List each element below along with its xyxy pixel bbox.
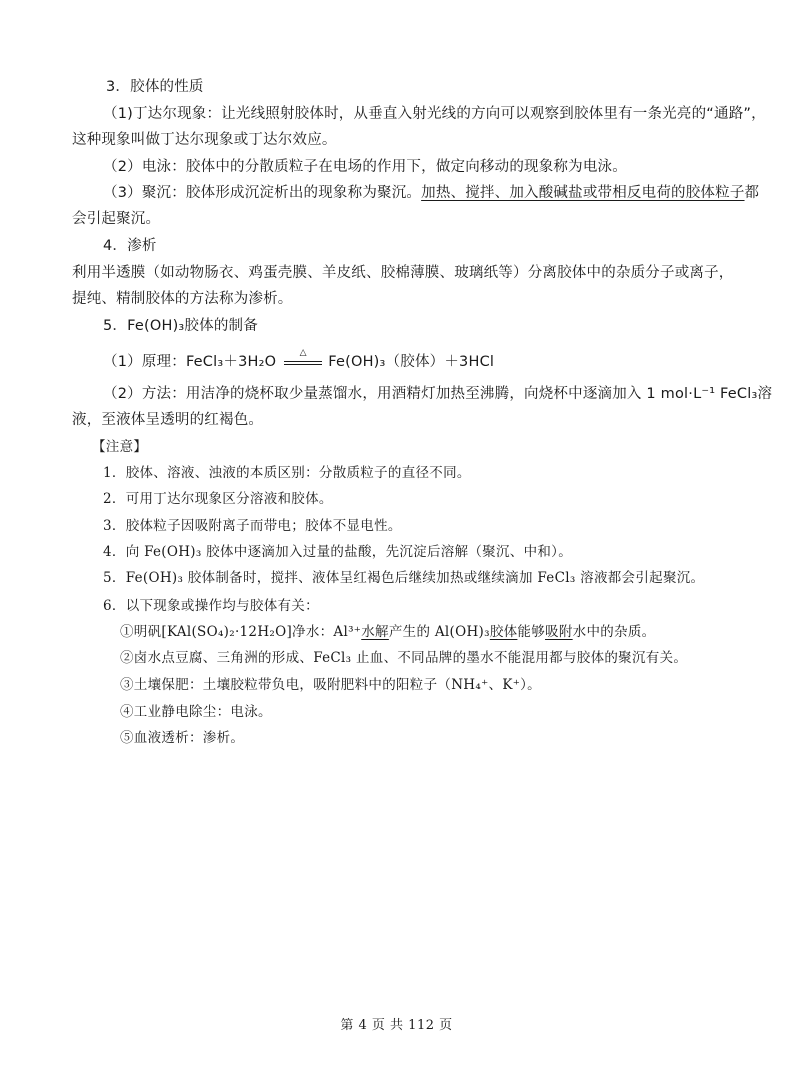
principle-prefix: （1）原理：	[103, 354, 186, 370]
note-6-item-4: ④工业静电除尘：电泳。	[120, 704, 272, 720]
electrophoresis-paragraph: （2）电泳：胶体中的分散质粒子在电场的作用下，做定向移动的现象称为电泳。	[103, 159, 627, 175]
note-6-item-2: ②卤水点豆腐、三角洲的形成、FeCl₃ 止血、不同品牌的墨水不能混用都与胶体的聚沉有关。	[120, 650, 688, 666]
adsorb-underlined: 吸附	[545, 624, 573, 640]
equation-reactants: FeCl₃＋3H₂O	[185, 354, 277, 370]
coagulation-causes-underlined: 加热、搅拌、加入酸碱盐或带相反电荷的胶体粒子	[421, 185, 745, 201]
alum-text-2: 产生的 Al(OH)₃	[388, 624, 490, 640]
note-3: 3．胶体粒子因吸附离子而带电；胶体不显电性。	[103, 518, 402, 534]
notes-heading: 【注意】	[92, 439, 148, 455]
hydrolysis-underlined: 水解	[361, 624, 389, 640]
note-6: 6．以下现象或操作均与胶体有关：	[103, 598, 319, 614]
coagulation-line-2: 会引起聚沉。	[72, 211, 161, 227]
section-5-heading: 5．Fe(OH)₃胶体的制备	[103, 318, 258, 334]
alum-text-3: 能够	[517, 624, 546, 640]
method-line-2: 液，至液体呈透明的红褐色。	[72, 412, 264, 428]
equation-products: Fe(OH)₃（胶体）＋3HCl	[328, 354, 495, 370]
tyndall-effect-line-1: （1)丁达尔现象：让光线照射胶体时，从垂直入射光线的方向可以观察到胶体里有一条光亮的“通路”，	[103, 106, 766, 122]
section-3-heading: 3．胶体的性质	[106, 79, 204, 95]
note-2: 2．可用丁达尔现象区分溶液和胶体。	[103, 491, 333, 507]
dialysis-line-2: 提纯、精制胶体的方法称为渗析。	[72, 291, 293, 307]
section-4-heading: 4．渗析	[103, 238, 157, 254]
note-6-item-3: ③土壤保肥：土壤胶粒带负电，吸附肥料中的阳粒子（NH₄⁺、K⁺）。	[120, 677, 541, 693]
note-1: 1．胶体、溶液、浊液的本质区别：分散质粒子的直径不同。	[103, 465, 471, 481]
note-4: 4．向 Fe(OH)₃ 胶体中逐滴加入过量的盐酸，先沉淀后溶解（聚沉、中和）。	[103, 544, 573, 560]
page-number-footer: 第 4 页 共 112 页	[340, 1018, 453, 1033]
principle-equation	[103, 348, 495, 372]
colloid-underlined: 胶体	[489, 624, 518, 640]
coagulation-line-1	[103, 183, 759, 203]
coagulation-text-end: 都	[744, 185, 760, 201]
note-5: 5．Fe(OH)₃ 胶体制备时，搅拌、液体呈红褐色后继续加热或继续滴加 FeCl₃ 溶液都会引起聚沉。	[103, 570, 705, 586]
heat-triangle-icon: △	[299, 348, 307, 358]
dialysis-line-1: 利用半透膜（如动物肠衣、鸡蛋壳膜、羊皮纸、胶棉薄膜、玻璃纸等）分离胶体中的杂质分子或离子，	[72, 265, 734, 281]
note-6-item-1	[120, 622, 655, 642]
reaction-condition-arrow	[284, 348, 322, 372]
tyndall-effect-line-2: 这种现象叫做丁达尔现象或丁达尔效应。	[72, 132, 337, 148]
method-line-1: （2）方法：用洁净的烧杯取少量蒸馏水，用酒精灯加热至沸腾，向烧杯中逐滴加入 1 mol·L⁻¹ FeCl₃溶	[103, 386, 773, 402]
note-6-item-5: ⑤血液透析：渗析。	[120, 730, 245, 746]
alum-text: ①明矾[KAl(SO₄)₂·12H₂O]净水：Al³⁺	[120, 624, 362, 640]
alum-text-4: 水中的杂质。	[572, 624, 656, 640]
coagulation-text: （3）聚沉：胶体形成沉淀析出的现象称为聚沉。	[103, 185, 422, 201]
